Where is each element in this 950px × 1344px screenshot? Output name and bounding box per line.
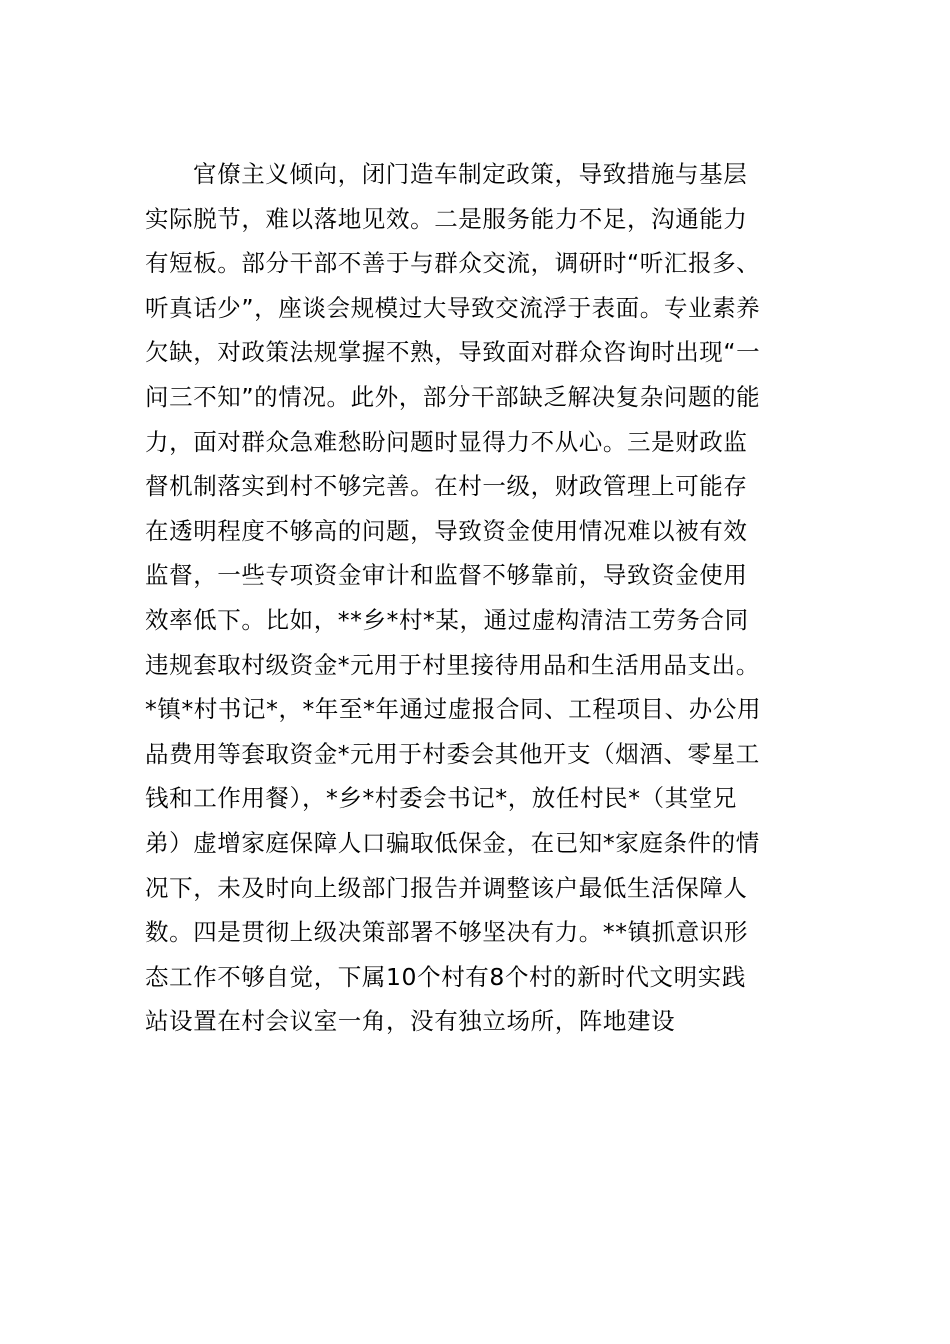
text-line: 听真话少”，座谈会规模过大导致交流浮于表面。专业素养 <box>145 293 761 322</box>
text-line: 欠缺，对政策法规掌握不熟，导致面对群众咨询时出现“一 <box>145 338 761 367</box>
text-line: *镇*村书记*，*年至*年通过虚报合同、工程项目、办公用 <box>145 695 762 724</box>
text-line: 监督，一些专项资金审计和监督不够靠前，导致资金使用 <box>145 561 748 590</box>
text-line: 站设置在村会议室一角，没有独立场所，阵地建设 <box>145 1007 676 1036</box>
body-paragraph <box>145 152 805 1044</box>
text-line: 官僚主义倾向，闭门造车制定政策，导致措施与基层 <box>193 160 748 188</box>
text-line: 违规套取村级资金*元用于村里接待用品和生活用品支出。 <box>145 650 760 679</box>
text-line: 在透明程度不够高的问题，导致资金使用情况难以被有效 <box>145 516 748 545</box>
text-line: 况下，未及时向上级部门报告并调整该户最低生活保障人 <box>145 873 748 902</box>
text-line: 效率低下。比如，**乡*村*某，通过虚构清洁工劳务合同 <box>145 605 749 634</box>
text-line: 品费用等套取资金*元用于村委会其他开支（烟酒、零星工 <box>145 739 760 768</box>
text-line: 态工作不够自觉，下属10个村有8个村的新时代文明实践 <box>145 962 746 991</box>
text-line: 问三不知”的情况。此外，部分干部缺乏解决复杂问题的能 <box>145 382 761 411</box>
text-line: 督机制落实到村不够完善。在村一级，财政管理上可能存 <box>145 472 748 501</box>
text-line: 实际脱节，难以落地见效。二是服务能力不足，沟通能力 <box>145 204 748 233</box>
text-line: 弟）虚增家庭保障人口骗取低保金，在已知*家庭条件的情 <box>145 828 760 857</box>
text-line: 力，面对群众急难愁盼问题时显得力不从心。三是财政监 <box>145 427 748 456</box>
text-line: 有短板。部分干部不善于与群众交流，调研时“听汇报多、 <box>145 249 761 278</box>
text-line: 钱和工作用餐），*乡*村委会书记*，放任村民*（其堂兄 <box>145 784 737 813</box>
text-line: 数。四是贯彻上级决策部署不够坚决有力。**镇抓意识形 <box>145 918 749 947</box>
